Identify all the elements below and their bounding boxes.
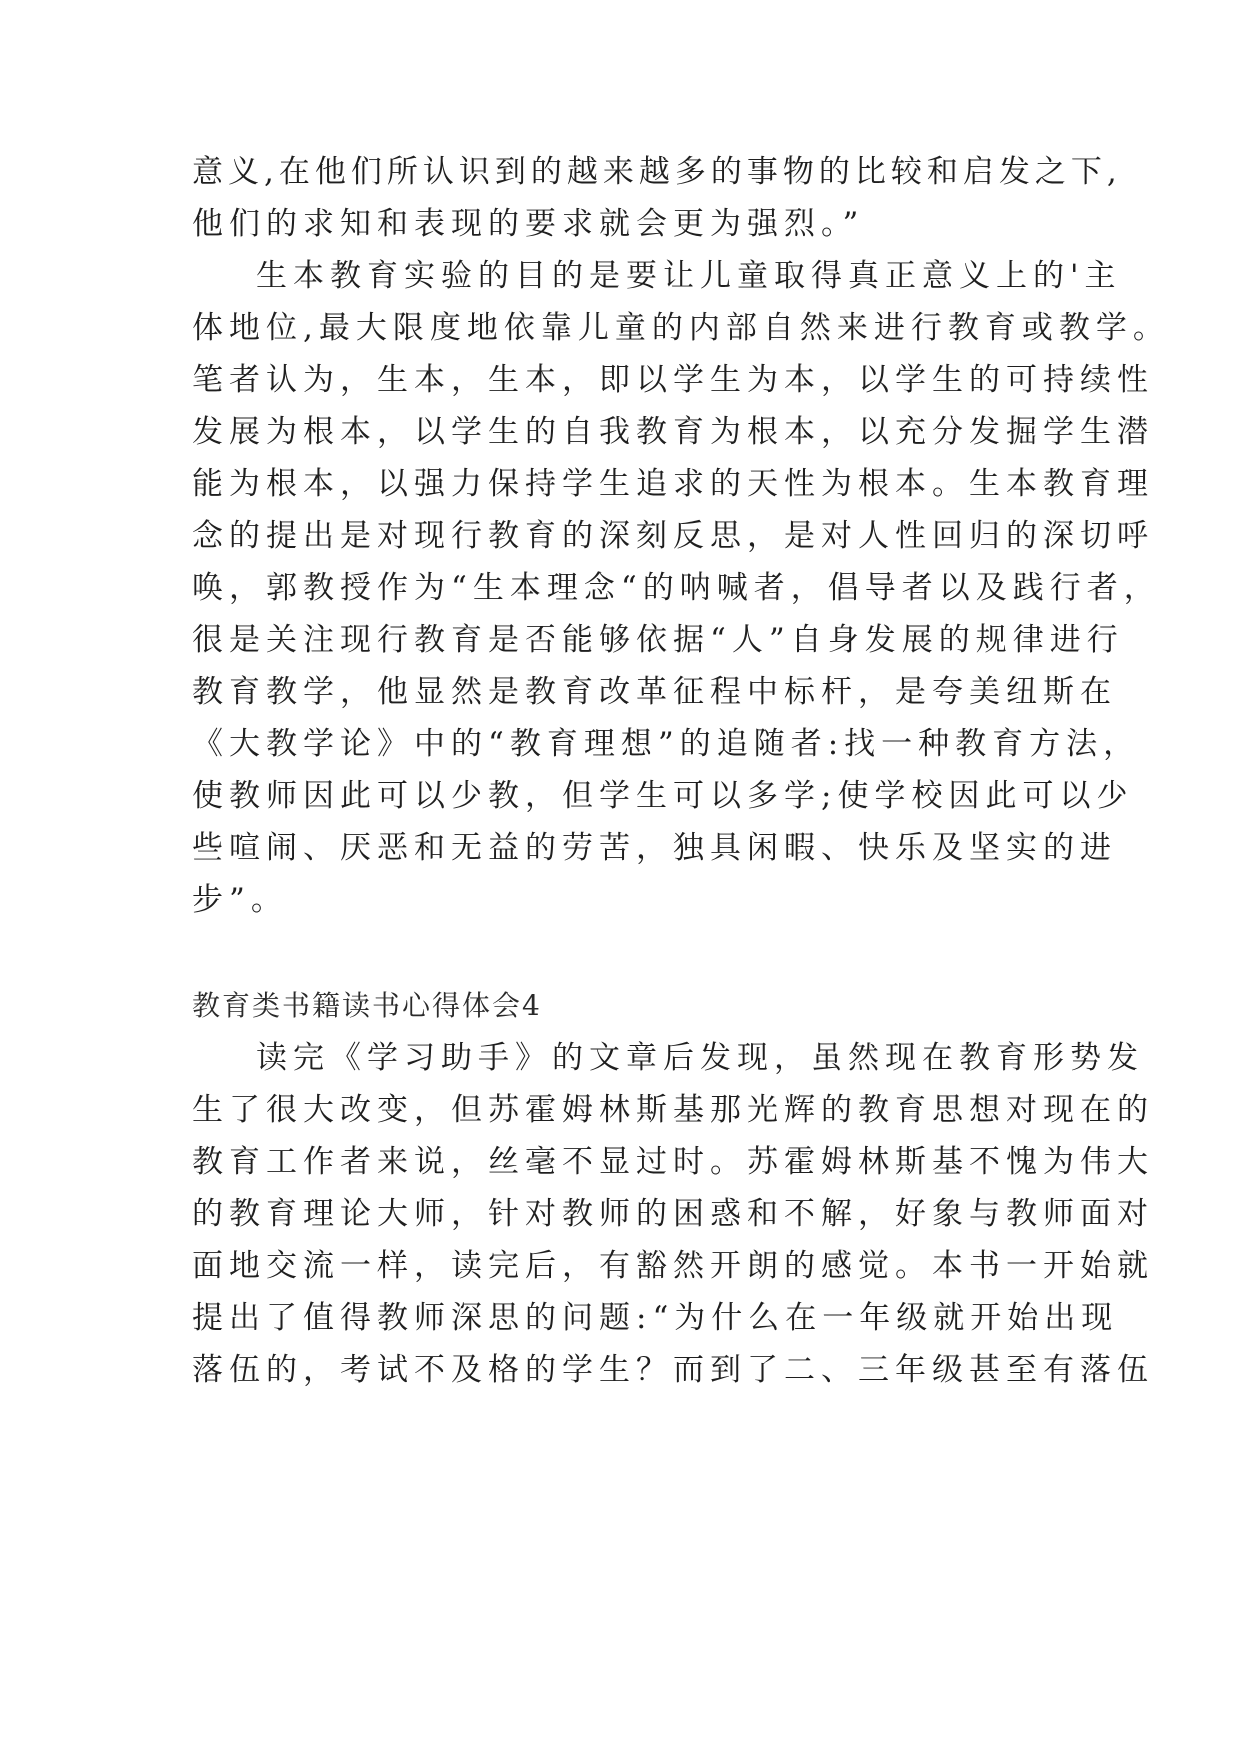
text-line: 提出了值得教师深思的问题:“为什么在一年级就开始出现 (192, 1300, 1119, 1336)
text-line: 能为根本，以强力保持学生追求的天性为根本。生本教育理 (192, 466, 1154, 502)
text-line: 体地位,最大限度地依靠儿童的内部自然来进行教育或教学。 (192, 310, 1170, 346)
text-line: 发展为根本，以学生的自我教育为根本，以充分发掘学生潜 (192, 414, 1154, 450)
text-line: 他们的求知和表现的要求就会更为强烈。” (192, 206, 865, 242)
text-line: 生了很大改变，但苏霍姆林斯基那光辉的教育思想对现在的 (192, 1092, 1154, 1128)
text-line: 教育工作者来说，丝毫不显过时。苏霍姆林斯基不愧为伟大 (192, 1144, 1154, 1180)
text-line: 唤，郭教授作为“生本理念“的呐喊者，倡导者以及践行者， (192, 570, 1161, 606)
section-heading: 教育类书籍读书心得体会4 (192, 989, 542, 1022)
text-line: 使教师因此可以少教，但学生可以多学;使学校因此可以少 (192, 778, 1134, 814)
text-line: 念的提出是对现行教育的深刻反思，是对人性回归的深切呼 (192, 518, 1154, 554)
text-line: 步”。 (192, 882, 288, 918)
text-line: 读完《学习助手》的文章后发现，虽然现在教育形势发 (256, 1040, 1144, 1076)
text-line: 意义,在他们所认识到的越来越多的事物的比较和启发之下, (192, 154, 1122, 190)
text-line: 《大教学论》中的“教育理想”的追随者:找一种教育方法， (192, 726, 1141, 762)
text-line: 教育教学，他显然是教育改革征程中标杆，是夸美纽斯在 (192, 674, 1117, 710)
text-line: 落伍的，考试不及格的学生？而到了二、三年级甚至有落伍 (192, 1352, 1154, 1388)
text-line: 笔者认为，生本，生本，即以学生为本，以学生的可持续性 (192, 362, 1154, 398)
text-line: 些喧闹、厌恶和无益的劳苦，独具闲暇、快乐及坚实的进 (192, 830, 1117, 866)
text-line: 面地交流一样，读完后，有豁然开朗的感觉。本书一开始就 (192, 1248, 1154, 1284)
text-line: 的教育理论大师，针对教师的困惑和不解，好象与教师面对 (192, 1196, 1154, 1232)
text-line: 很是关注现行教育是否能够依据“人”自身发展的规律进行 (192, 622, 1124, 658)
text-line: 生本教育实验的目的是要让儿童取得真正意义上的'主 (256, 258, 1122, 294)
